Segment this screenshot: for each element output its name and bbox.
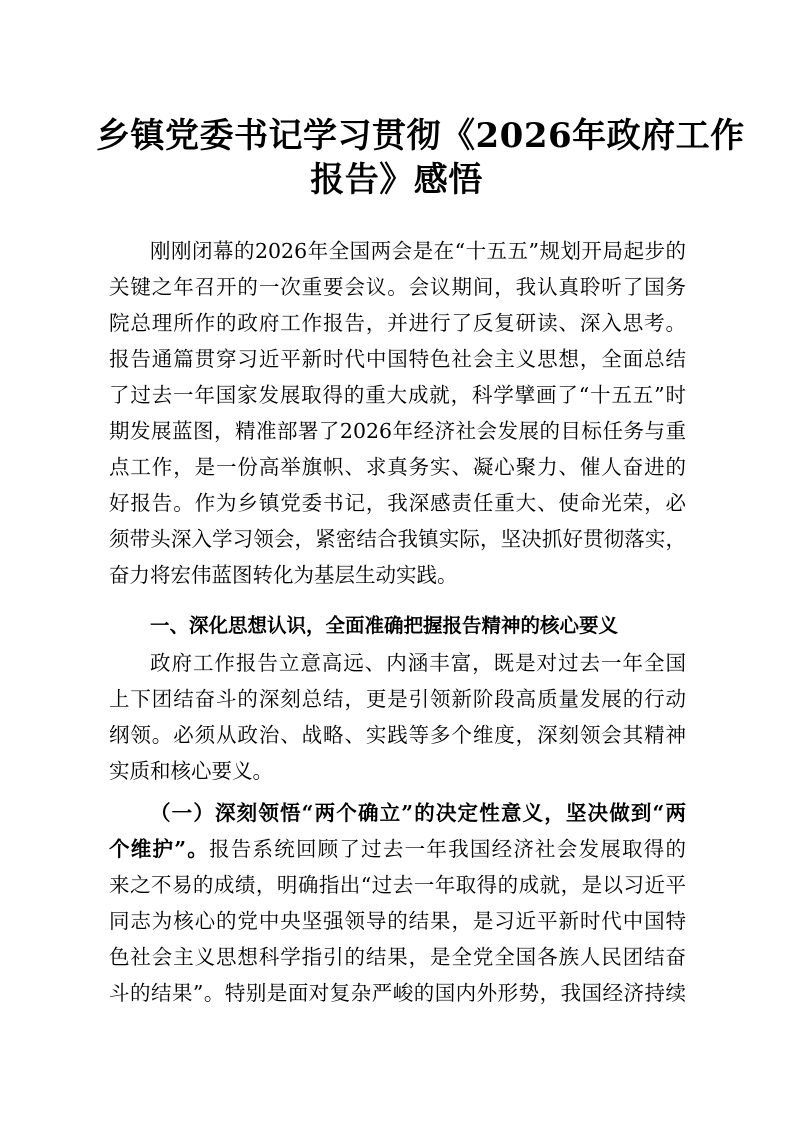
body-line: 实质和核心要义。 <box>109 759 273 783</box>
intro-line: 奋力将宏伟蓝图转化为基层生动实践。 <box>109 563 458 587</box>
body-line: 上下团结奋斗的深刻总结，更是引领新阶段高质量发展的行动 <box>109 687 686 711</box>
subsection-heading-tail: 个维护”。 <box>109 837 209 861</box>
intro-line: 期发展蓝图，精准部署了2026年经济社会发展的目标任务与重 <box>109 419 686 443</box>
intro-line: 关键之年召开的一次重要会议。会议期间，我认真聆听了国务 <box>109 275 686 299</box>
document-title-line-1: 乡镇党委书记学习贯彻《2026年政府工作 <box>96 116 745 156</box>
intro-line: 须带头深入学习领会，紧密结合我镇实际，坚决抓好贯彻落实， <box>109 527 686 551</box>
subsection-mixed-line <box>109 834 686 864</box>
intro-line: 报告通篇贯穿习近平新时代中国特色社会主义思想，全面总结 <box>109 347 686 371</box>
body-line: 斗的结果”。特别是面对复杂严峻的国内外形势，我国经济持续 <box>109 981 686 1005</box>
subsection-heading-line: （一）深刻领悟“两个确立”的决定性意义，坚决做到“两 <box>150 801 686 825</box>
section-heading: 一、深化思想认识，全面准确把握报告精神的核心要义 <box>150 614 619 637</box>
document-title-line-2: 报告》感悟 <box>310 160 483 200</box>
intro-line: 了过去一年国家发展取得的重大成就，科学擘画了“十五五”时 <box>109 383 686 407</box>
body-line: 来之不易的成绩，明确指出“过去一年取得的成就，是以习近平 <box>109 873 686 897</box>
subsection-body-start: 报告系统回顾了过去一年我国经济社会发展取得的 <box>208 837 686 861</box>
body-line: 纲领。必须从政治、战略、实践等多个维度，深刻领会其精神 <box>109 723 686 747</box>
body-line: 色社会主义思想科学指引的结果，是全党全国各族人民团结奋 <box>109 945 686 969</box>
body-line: 政府工作报告立意高远、内涵丰富，既是对过去一年全国 <box>150 651 686 675</box>
intro-line: 点工作，是一份高举旗帜、求真务实、凝心聚力、催人奋进的 <box>109 455 686 479</box>
body-line: 同志为核心的党中央坚强领导的结果，是习近平新时代中国特 <box>109 909 686 933</box>
intro-line: 刚刚闭幕的2026年全国两会是在“十五五”规划开局起步的 <box>150 239 686 263</box>
intro-line: 院总理所作的政府工作报告，并进行了反复研读、深入思考。 <box>109 311 686 335</box>
intro-line: 好报告。作为乡镇党委书记，我深感责任重大、使命光荣，必 <box>109 491 686 515</box>
